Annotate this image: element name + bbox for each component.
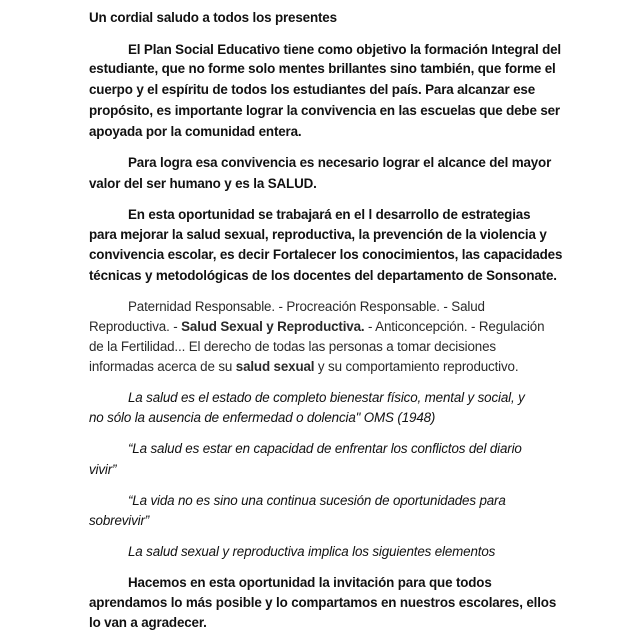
quote2-line: vivir” bbox=[89, 462, 117, 477]
paragraph1-line: propósito, es importante lograr la convivencia en las escuelas que debe ser bbox=[89, 103, 560, 118]
paragraph4-text: y su comportamiento reproductivo. bbox=[314, 359, 519, 374]
closing-line: lo van a agradecer. bbox=[89, 615, 207, 630]
closing-line: aprendamos lo más posible y lo compartamos en nuestros escolares, ellos bbox=[89, 595, 557, 610]
paragraph1-line: apoyada por la comunidad entera. bbox=[89, 124, 302, 139]
paragraph2-line: valor del ser humano y es la SALUD. bbox=[89, 176, 317, 191]
paragraph4-text: informadas acerca de su bbox=[89, 359, 236, 374]
paragraph4-line: de la Fertilidad... El derecho de todas las personas a tomar decisiones bbox=[89, 339, 496, 354]
paragraph4-line bbox=[89, 318, 544, 335]
paragraph3-line: convivencia escolar, es decir Fortalecer los conocimientos, las capacidades bbox=[89, 247, 563, 262]
quote2-line: “La salud es estar en capacidad de enfrentar los conflictos del diario bbox=[128, 441, 522, 456]
paragraph1-line: estudiante, que no forme solo mentes brillantes sino también, que forme el bbox=[89, 61, 556, 76]
paragraph3-line: En esta oportunidad se trabajará en el l desarrollo de estrategias bbox=[128, 207, 531, 222]
paragraph1-line: cuerpo y el espíritu de todos los estudiantes del país. Para alcanzar ese bbox=[89, 82, 535, 97]
quote3-line: “La vida no es sino una continua sucesión de oportunidades para bbox=[128, 493, 506, 508]
paragraph4-emphasis: Salud Sexual y Reproductiva. bbox=[181, 319, 365, 334]
quote1-line: no sólo la ausencia de enfermedad o dolencia" OMS (1948) bbox=[89, 410, 436, 425]
paragraph4-text: - Anticoncepción. - Regulación bbox=[364, 319, 545, 334]
paragraph4-line: Paternidad Responsable. - Procreación Responsable. - Salud bbox=[128, 299, 485, 314]
quote3-line: sobrevivir” bbox=[89, 513, 150, 528]
paragraph4-text: Reproductiva. - bbox=[89, 319, 182, 334]
closing-line: Hacemos en esta oportunidad la invitación para que todos bbox=[128, 575, 492, 590]
paragraph2-line: Para logra esa convivencia es necesario lograr el alcance del mayor bbox=[128, 155, 552, 170]
quote4-line: La salud sexual y reproductiva implica los siguientes elementos bbox=[128, 544, 496, 559]
quote1-line: La salud es el estado de completo bienestar físico, mental y social, y bbox=[128, 390, 525, 405]
paragraph3-line: técnicas y metodológicas de los docentes del departamento de Sonsonate. bbox=[89, 268, 557, 283]
paragraph1-line: El Plan Social Educativo tiene como objetivo la formación Integral del bbox=[128, 42, 561, 57]
paragraph3-line: para mejorar la salud sexual, reproductiva, la prevención de la violencia y bbox=[89, 227, 547, 242]
paragraph4-line bbox=[89, 358, 518, 375]
paragraph4-emphasis: salud sexual bbox=[235, 359, 315, 374]
greeting-line: Un cordial saludo a todos los presentes bbox=[89, 10, 337, 25]
